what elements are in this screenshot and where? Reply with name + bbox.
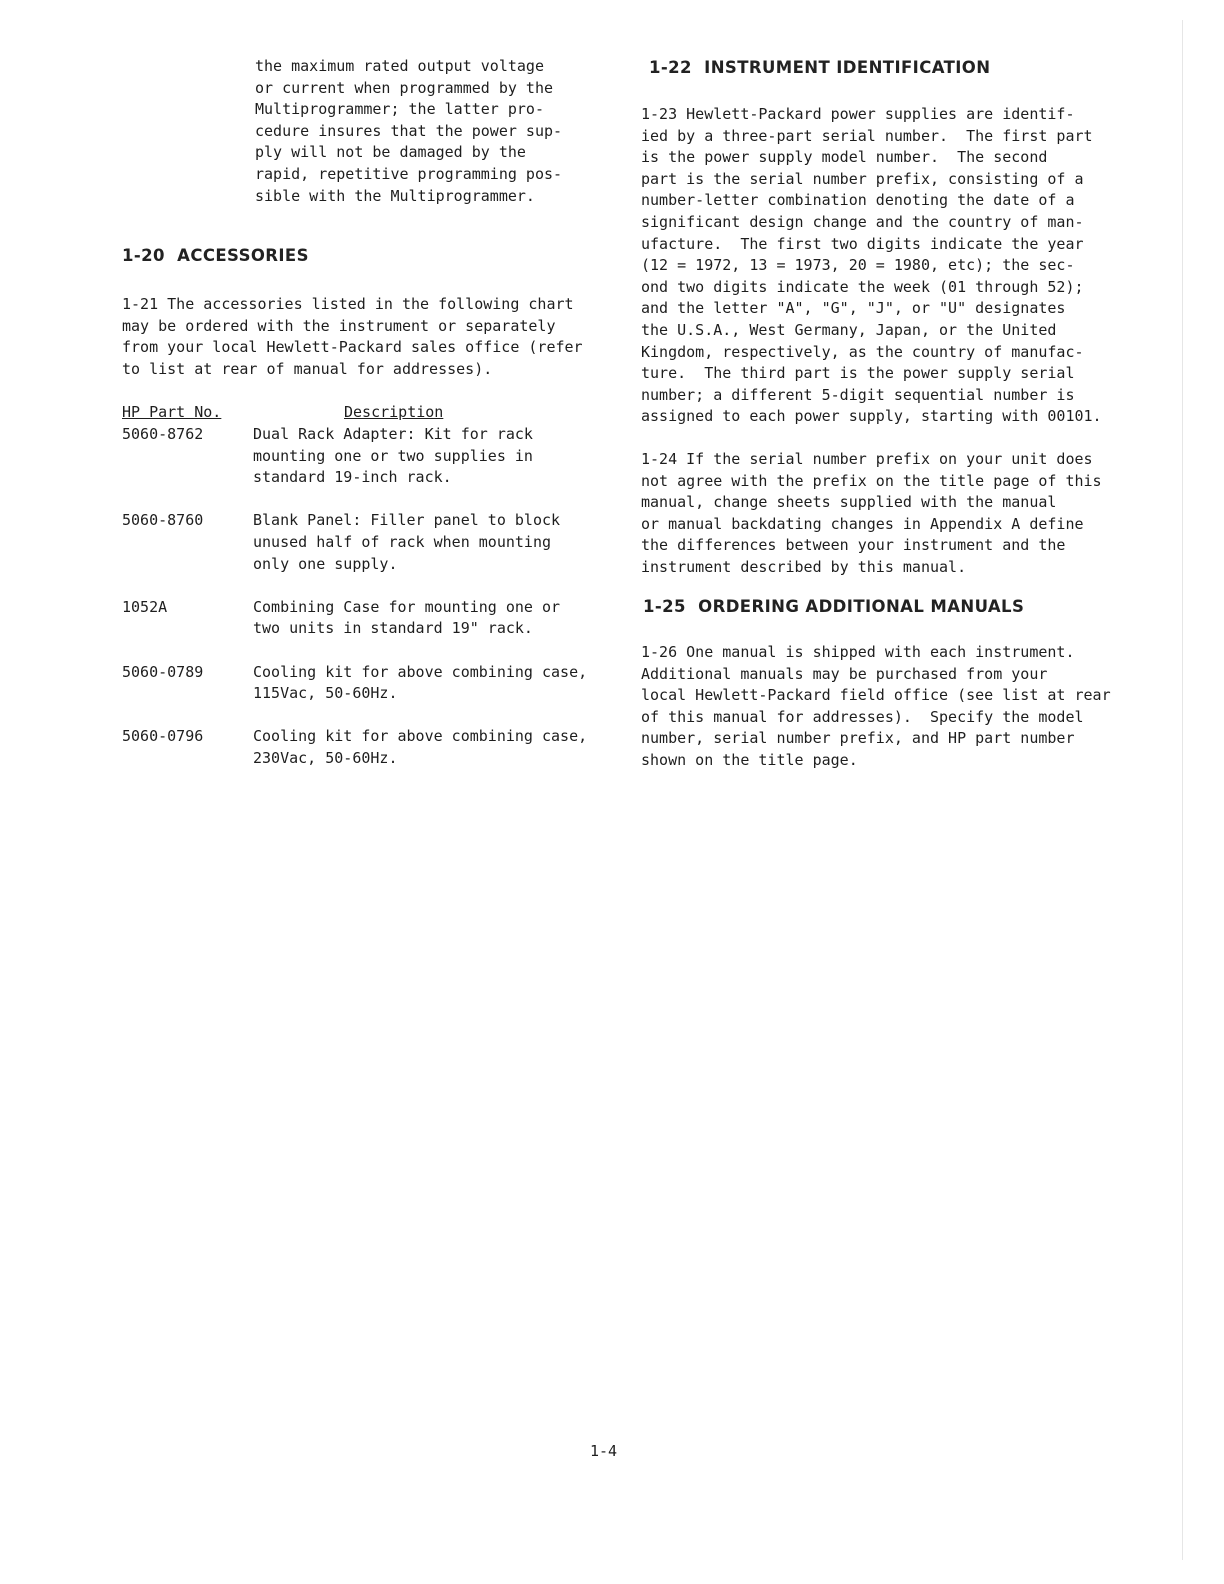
text-line: significant design change and the country of man- [641,212,1084,231]
text-line: Combining Case for mounting one or [253,597,561,616]
text-line: Cooling kit for above combining case, [253,727,588,746]
text-line: part is the serial number prefix, consisting of a [641,169,1084,188]
part-description [253,597,612,640]
identification-paragraph [641,104,1121,428]
intro-paragraph [255,56,605,207]
text-line: unused half of rack when mounting [253,532,552,551]
text-line: 230Vac, 50-60Hz. [253,748,398,767]
text-line: may be ordered with the instrument or separately [122,316,556,335]
part-description [253,726,612,769]
text-line: Multiprogrammer; the latter pro- [255,100,544,119]
text-line: 1-21 The accessories listed in the following chart [122,295,574,313]
ordering-heading: 1-25 ORDERING ADDITIONAL MANUALS [643,597,1025,616]
prefix-paragraph [641,449,1121,579]
text-line: local Hewlett-Packard field office (see list at rear [641,686,1111,705]
text-line: of this manual for addresses). Specify the model [641,707,1084,726]
text-line: and the letter "A", "G", "J", or "U" designates [641,299,1066,318]
text-line: assigned to each power supply, starting with 00101. [641,407,1102,426]
text-line: Kingdom, respectively, as the country of manufac- [641,342,1084,361]
text-line: 1-24 If the serial number prefix on your unit does [641,450,1093,468]
text-line: Cooling kit for above combining case, [253,662,588,681]
text-line: to list at rear of manual for addresses). [122,359,493,378]
text-line: sible with the Multiprogrammer. [255,186,535,205]
part-number: 1052A [122,597,168,616]
table-row [122,662,612,705]
text-line: Blank Panel: Filler panel to block [253,511,561,530]
part-number: 5060-0796 [122,727,204,746]
text-line: only one supply. [253,554,398,573]
text-line: number; a different 5-digit sequential number is [641,385,1075,404]
accessories-heading: 1-20 ACCESSORIES [122,246,309,265]
header-part-number: HP Part No. [122,403,222,421]
text-line: the maximum rated output voltage [255,57,544,75]
header-description: Description [344,403,444,421]
text-line: not agree with the prefix on the title page of this [641,471,1102,490]
table-header [122,402,612,424]
part-number: 5060-8762 [122,425,204,443]
table-row [122,510,612,575]
text-line: ufacture. The first two digits indicate the year [641,234,1084,253]
text-line: the differences between your instrument and the [641,536,1066,555]
text-line: from your local Hewlett-Packard sales office (refer [122,338,583,357]
left-column [122,56,612,207]
text-line: cedure insures that the power sup- [255,121,563,140]
text-line: manual, change sheets supplied with the manual [641,493,1057,512]
text-line: or current when programmed by the [255,78,554,97]
text-line: ied by a three-part serial number. The first part [641,126,1093,145]
text-line: standard 19-inch rack. [253,468,452,487]
text-line: (12 = 1972, 13 = 1973, 20 = 1980, etc); the sec- [641,256,1075,275]
ordering-paragraph [641,642,1121,772]
part-description [253,662,612,705]
text-line: rapid, repetitive programming pos- [255,164,563,183]
text-line: 1-26 One manual is shipped with each instrument. [641,643,1075,661]
text-line: or manual backdating changes in Appendix A define [641,514,1084,533]
text-line: number, serial number prefix, and HP part number [641,729,1075,748]
scan-edge-line [1182,20,1183,1560]
table-row [122,726,612,769]
text-line: Dual Rack Adapter: Kit for rack [253,425,533,443]
part-description [253,510,612,575]
table-row [122,424,612,489]
accessories-table [122,402,612,791]
accessories-paragraph [122,294,612,380]
text-line: instrument described by this manual. [641,557,967,576]
table-row [122,597,612,640]
text-line: Additional manuals may be purchased from your [641,664,1048,683]
text-line: ply will not be damaged by the [255,143,526,162]
text-line: is the power supply model number. The second [641,148,1048,167]
text-line: number-letter combination denoting the date of a [641,191,1075,210]
text-line: mounting one or two supplies in [253,446,533,465]
part-description [253,424,612,489]
text-line: ond two digits indicate the week (01 through 52); [641,277,1084,296]
identification-heading: 1-22 INSTRUMENT IDENTIFICATION [649,58,991,77]
text-line: two units in standard 19" rack. [253,619,533,638]
text-line: 1-23 Hewlett-Packard power supplies are identif- [641,105,1075,123]
text-line: 115Vac, 50-60Hz. [253,684,398,703]
text-line: ture. The third part is the power supply serial [641,364,1075,383]
page-number: 1-4 [590,1442,618,1460]
part-number: 5060-0789 [122,662,204,681]
text-line: the U.S.A., West Germany, Japan, or the United [641,320,1057,339]
text-line: shown on the title page. [641,750,858,769]
part-number: 5060-8760 [122,511,204,530]
